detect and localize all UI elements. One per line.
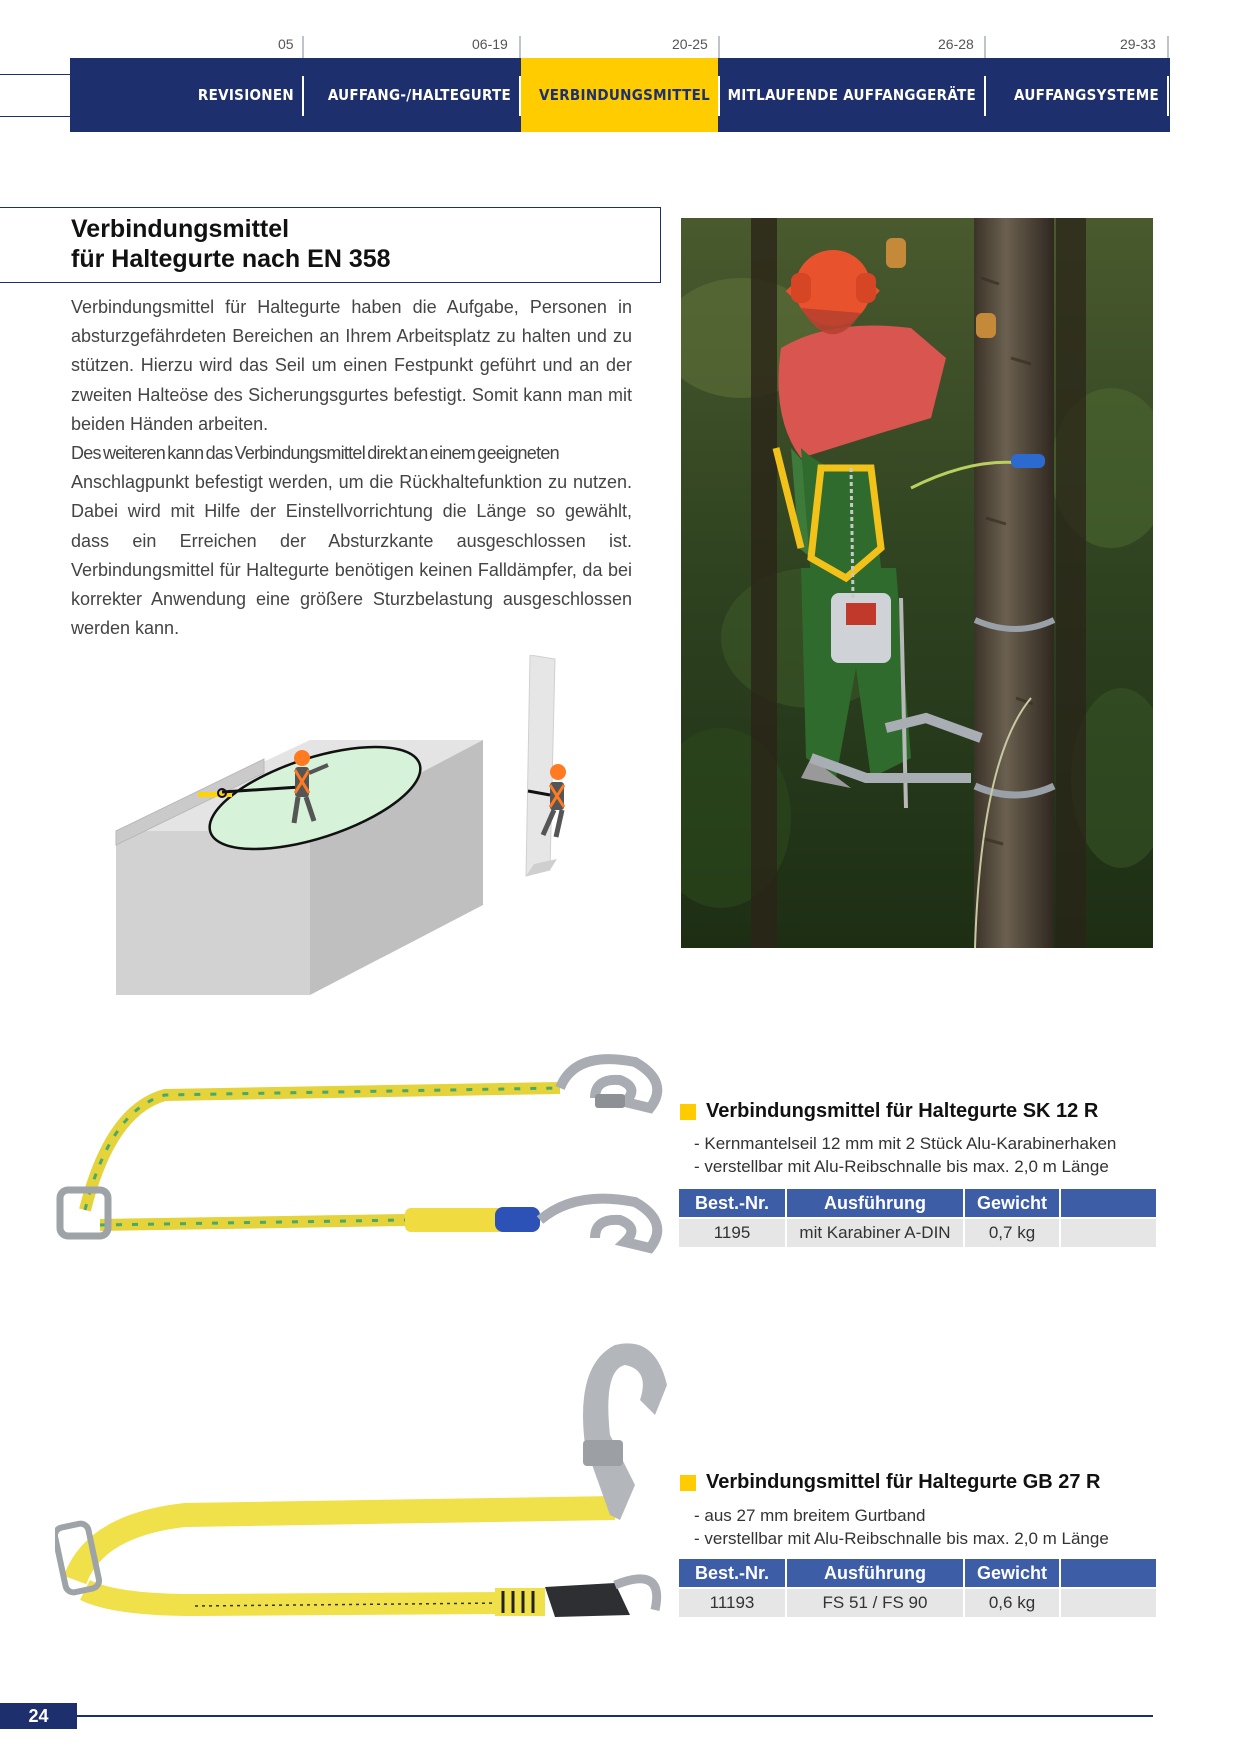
section-title-box xyxy=(0,207,661,283)
col-header-best-nr: Best.-Nr. xyxy=(679,1189,786,1218)
nav-page-range-revisionen: 05 xyxy=(278,36,294,52)
footer-divider xyxy=(77,1715,1153,1717)
nav-tab-verbindungsmittel[interactable]: VERBINDUNGSMITTEL xyxy=(521,58,718,132)
nav-tick xyxy=(302,36,304,58)
cell-best-nr: 11193 xyxy=(679,1588,786,1617)
product-image-sk12r xyxy=(55,1050,665,1255)
product-title-text: Verbindungsmittel für Haltegurte GB 27 R xyxy=(706,1471,1101,1493)
col-header-gewicht: Gewicht xyxy=(964,1189,1060,1218)
nav-tick xyxy=(718,36,720,58)
restraint-diagram xyxy=(110,655,580,1000)
restraint-illustration xyxy=(110,655,580,1000)
cell-gewicht: 0,7 kg xyxy=(964,1218,1060,1247)
col-header-best-nr: Best.-Nr. xyxy=(679,1559,786,1588)
feature-item: - aus 27 mm breitem Gurtband xyxy=(694,1506,926,1525)
cell-best-nr: 1195 xyxy=(679,1218,786,1247)
cell-empty xyxy=(1060,1218,1156,1247)
product-title-text: Verbindungsmittel für Haltegurte SK 12 R xyxy=(706,1100,1099,1122)
body-paragraph-1: Verbindungsmittel für Haltegurte haben die Aufgabe, Personen in absturzgefährdeten Bereichen an Ihrem Arbeitsplatz zu halten und zu stützen. Hierzu wird das Seil um einen Festpunkt geführt und an der zweiten Halteöse des Sicherungsgurtes befestigt. Somit kann man mit beiden Händen arbeiten. xyxy=(71,297,632,434)
tree-climber-illustration xyxy=(681,218,1153,948)
spec-table-sk12r xyxy=(679,1189,1156,1247)
product-title-sk12r xyxy=(680,1100,1098,1123)
feature-item: - Kernmantelseil 12 mm mit 2 Stück Alu-Karabinerhaken xyxy=(694,1134,1117,1153)
nav-page-range-auffangsysteme: 29-33 xyxy=(1120,36,1156,52)
webbing-lanyard-illustration xyxy=(55,1325,685,1620)
table-row xyxy=(679,1218,1156,1247)
product-title-gb27r xyxy=(680,1471,1101,1494)
product-image-gb27r xyxy=(55,1325,685,1620)
rope-lanyard-illustration xyxy=(55,1050,665,1255)
product-features-sk12r xyxy=(694,1132,1116,1178)
feature-item: - verstellbar mit Alu-Reibschnalle bis max. 2,0 m Länge xyxy=(694,1157,1109,1176)
nav-tick xyxy=(984,36,986,58)
nav-tick xyxy=(519,36,521,58)
yellow-bullet-square xyxy=(680,1475,696,1491)
nav-bar xyxy=(70,58,1170,132)
yellow-bullet-square xyxy=(680,1104,696,1120)
nav-page-range-auffang: 06-19 xyxy=(472,36,508,52)
photo-tree-climber xyxy=(681,218,1153,948)
col-header-empty xyxy=(1060,1189,1156,1218)
nav-decor-line xyxy=(0,74,70,75)
nav-tab-mitlaufende-auffanggeraete[interactable]: MITLAUFENDE AUFFANGGERÄTE xyxy=(727,86,976,104)
nav-separator xyxy=(1167,76,1169,116)
spec-table-gb27r xyxy=(679,1559,1156,1617)
nav-decor-line xyxy=(0,116,70,117)
nav-page-range-verbindungsmittel: 20-25 xyxy=(672,36,708,52)
cell-empty xyxy=(1060,1588,1156,1617)
table-row xyxy=(679,1588,1156,1617)
col-header-ausfuehrung: Ausführung xyxy=(786,1189,964,1218)
nav-tab-auffang-haltegurte[interactable]: AUFFANG-/HALTEGURTE xyxy=(327,86,511,104)
col-header-gewicht: Gewicht xyxy=(964,1559,1060,1588)
section-title-line2: für Haltegurte nach EN 358 xyxy=(71,245,391,273)
nav-tick xyxy=(1167,36,1169,58)
nav-page-range-mitlaufende: 26-28 xyxy=(938,36,974,52)
cell-ausfuehrung: mit Karabiner A-DIN xyxy=(786,1218,964,1247)
section-title-line1: Verbindungsmittel xyxy=(71,215,290,243)
cell-gewicht: 0,6 kg xyxy=(964,1588,1060,1617)
col-header-ausfuehrung: Ausführung xyxy=(786,1559,964,1588)
col-header-empty xyxy=(1060,1559,1156,1588)
body-paragraph-2-first-line: Des weiteren kann das Verbindungsmittel direkt an einem geeigneten xyxy=(71,443,559,464)
nav-tab-auffangsysteme[interactable]: AUFFANGSYSTEME xyxy=(1014,86,1159,104)
section-body-text xyxy=(71,293,632,643)
page-number: 24 xyxy=(0,1703,77,1729)
feature-item: - verstellbar mit Alu-Reibschnalle bis max. 2,0 m Länge xyxy=(694,1529,1109,1548)
body-paragraph-2: Anschlagpunkt befestigt werden, um die Rückhaltefunktion zu nutzen. Dabei wird mit Hilfe der Einstellvorrichtung die Länge so gewählt, dass ein Erreichen der Absturzkante ausgeschlossen ist. Verbindungsmittel für Haltegurte benötigen keinen Falldämpfer, da bei korrekter Anwendung eine größere Sturzbelastung ausgeschlossen werden kann. xyxy=(71,472,632,639)
product-features-gb27r xyxy=(694,1504,1109,1550)
cell-ausfuehrung: FS 51 / FS 90 xyxy=(786,1588,964,1617)
nav-tab-revisionen[interactable]: REVISIONEN xyxy=(197,86,294,104)
